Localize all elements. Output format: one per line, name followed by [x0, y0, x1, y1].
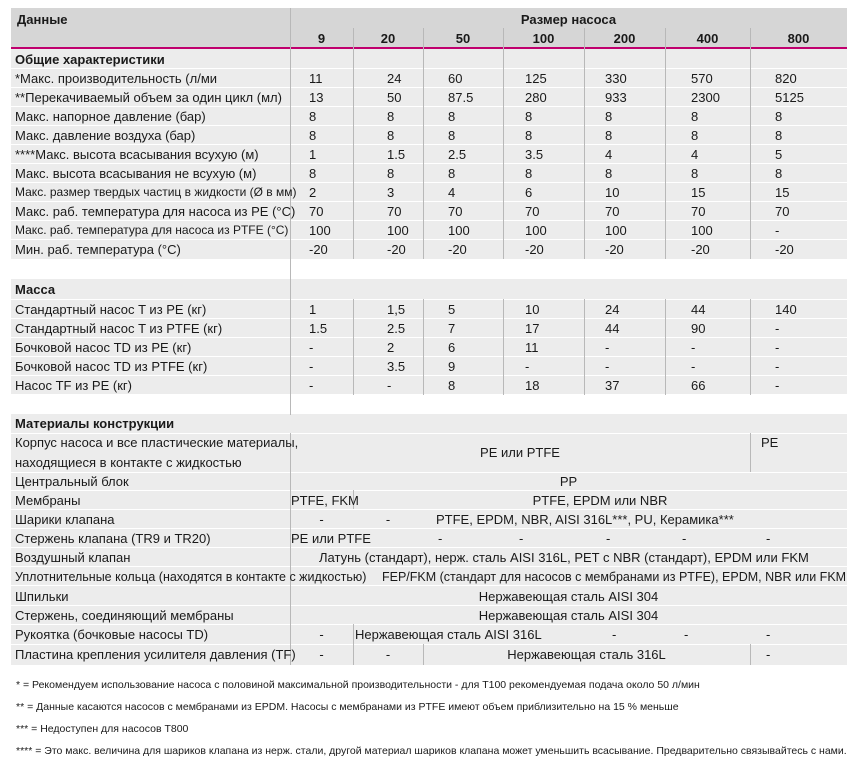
general-value-cell: 8	[309, 109, 317, 124]
general-value-cell: 11	[309, 71, 323, 86]
mass-value-cell: 9	[448, 359, 456, 374]
mass-row-label: Насос TF из PE (кг)	[15, 378, 132, 393]
mass-value-cell: -	[775, 321, 780, 336]
mass-value-cell: -	[309, 359, 314, 374]
studs-label: Шпильки	[15, 589, 69, 604]
handle-dash: -	[612, 627, 617, 642]
general-value-cell: 70	[691, 204, 706, 219]
general-value-cell: 3	[387, 185, 395, 200]
general-value-cell: 5125	[775, 90, 804, 105]
general-value-cell: 70	[448, 204, 463, 219]
general-value-cell: 15	[775, 185, 790, 200]
rod-dash: -	[682, 531, 687, 546]
general-value-cell: 13	[309, 90, 324, 105]
spacer	[11, 259, 847, 279]
general-value-cell: -20	[691, 242, 710, 257]
general-value-cell: 8	[448, 166, 456, 181]
plate-20: -	[385, 647, 391, 662]
mass-value-cell: -	[775, 378, 780, 393]
mass-value-cell: 37	[605, 378, 620, 393]
general-value-cell: 8	[691, 128, 699, 143]
mass-value-cell: -	[309, 378, 314, 393]
connrod-label: Стержень, соединяющий мембраны	[15, 608, 234, 623]
general-row-label: Макс. высота всасывания не всухую (м)	[15, 166, 257, 181]
mass-value-cell: -	[691, 359, 696, 374]
general-value-cell: 8	[448, 128, 456, 143]
membranes-9: PTFE, FKM	[291, 493, 359, 508]
general-value-cell: 820	[775, 71, 797, 86]
general-value-cell: 70	[775, 204, 790, 219]
general-row-label: *Макс. производительность (л/ми	[15, 71, 218, 86]
airvalve-value: Латунь (стандарт), нерж. сталь AISI 316L, PET с NBR (стандарт), EPDM или FKM	[319, 550, 809, 565]
mass-title: Масса	[15, 282, 56, 297]
general-value-cell: -20	[309, 242, 328, 257]
general-value-cell: -20	[525, 242, 544, 257]
footnote: **** = Это макс. величина для шариков клапана из нерж. стали, другой материал шариков клапана может уменьшить всасывание. Предварительно связывайтесь с нами.	[16, 745, 847, 757]
general-value-cell: 70	[605, 204, 620, 219]
general-value-cell: 280	[525, 90, 547, 105]
spec-table	[11, 8, 847, 665]
mass-value-cell: 1	[309, 302, 317, 317]
general-value-cell: 2.5	[448, 147, 467, 162]
plate-800: -	[766, 647, 771, 662]
general-row-label: **Перекачиваемый объем за один цикл (мл)	[15, 90, 282, 105]
general-value-cell: 2	[309, 185, 317, 200]
mass-row-label: Бочковой насос TD из PTFE (кг)	[15, 359, 208, 374]
balls-20: -	[385, 512, 391, 527]
general-value-cell: 8	[525, 128, 533, 143]
general-value-cell: 330	[605, 71, 627, 86]
handle-value: Нержавеющая сталь AISI 316L	[355, 627, 542, 642]
mass-value-cell: 140	[775, 302, 797, 317]
mass-row-label: Стандартный насос T из PTFE (кг)	[15, 321, 223, 336]
general-value-cell: 8	[691, 109, 699, 124]
general-value-cell: 70	[387, 204, 402, 219]
general-row-label: Макс. размер твердых частиц в жидкости (Ø в мм)	[15, 185, 297, 199]
handle-dash: -	[766, 627, 771, 642]
general-value-cell: 6	[525, 185, 533, 200]
general-row-label: Макс. раб. температура для насоса из PE (°C)	[15, 204, 296, 219]
mass-value-cell: 1.5	[309, 321, 328, 336]
center-label: Центральный блок	[15, 474, 129, 489]
mass-value-cell: 8	[448, 378, 456, 393]
rod-dash: -	[438, 531, 443, 546]
size-col-400: 400	[696, 31, 719, 46]
mass-value-cell: 44	[605, 321, 620, 336]
general-value-cell: 8	[691, 166, 699, 181]
general-row-label: Макс. раб. температура для насоса из PTFE (°C)	[15, 223, 289, 237]
general-row-label: Макс. напорное давление (бар)	[15, 109, 206, 124]
general-value-cell: 570	[691, 71, 713, 86]
size-col-50: 50	[455, 31, 471, 46]
general-value-cell: 8	[775, 166, 783, 181]
mass-value-cell: 24	[605, 302, 620, 317]
general-value-cell: 100	[309, 223, 331, 238]
mass-value-cell: -	[309, 340, 314, 355]
general-value-cell: 100	[605, 223, 627, 238]
general-value-cell: 8	[525, 166, 533, 181]
studs-value: Нержавеющая сталь AISI 304	[478, 589, 659, 604]
general-value-cell: 8	[605, 128, 613, 143]
general-value-cell: -20	[605, 242, 624, 257]
balls-value: PTFE, EPDM, NBR, AISI 316L***, PU, Керамика***	[436, 512, 734, 527]
size-col-800: 800	[787, 31, 810, 46]
general-value-cell: 8	[387, 128, 395, 143]
housing-800: PE	[761, 435, 779, 450]
plate-value: Нержавеющая сталь 316L	[507, 647, 666, 662]
mass-value-cell: 3.5	[387, 359, 406, 374]
mass-value-cell: -	[387, 378, 392, 393]
header-size-label: Размер насоса	[520, 12, 617, 27]
size-col-9: 9	[317, 31, 326, 46]
rod-dash: -	[606, 531, 611, 546]
balls-label: Шарики клапана	[15, 512, 115, 527]
mass-value-cell: 44	[691, 302, 706, 317]
mass-value-cell: 7	[448, 321, 456, 336]
housing-label-2: находящиеся в контакте с жидкостью	[15, 455, 242, 470]
general-value-cell: 3.5	[525, 147, 544, 162]
connrod-value: Нержавеющая сталь AISI 304	[478, 608, 659, 623]
mass-value-cell: 2	[387, 340, 395, 355]
footnotes	[16, 678, 856, 766]
mass-value-cell: 18	[525, 378, 540, 393]
general-value-cell: -	[775, 223, 780, 238]
general-row-label: ****Макс. высота всасывания всухую (м)	[15, 147, 259, 162]
rod-dash: -	[766, 531, 771, 546]
general-value-cell: 4	[448, 185, 456, 200]
footnote: * = Рекомендуем использование насоса с половиной максимальной производительности - для T100 рекомендуемая подача около 50 л/мин	[16, 679, 700, 691]
handle-label: Рукоятка (бочковые насосы TD)	[15, 627, 209, 642]
general-value-cell: 8	[525, 109, 533, 124]
mass-value-cell: -	[691, 340, 696, 355]
general-value-cell: 100	[691, 223, 713, 238]
airvalve-label: Воздушный клапан	[15, 550, 131, 565]
mass-value-cell: -	[605, 359, 610, 374]
mass-value-cell: -	[775, 359, 780, 374]
general-value-cell: 8	[605, 166, 613, 181]
general-value-cell: 10	[605, 185, 620, 200]
general-value-cell: 933	[605, 90, 627, 105]
handle-dash: -	[684, 627, 689, 642]
general-value-cell: 2300	[691, 90, 720, 105]
general-value-cell: 8	[605, 109, 613, 124]
mass-value-cell: 1,5	[387, 302, 406, 317]
general-value-cell: 24	[387, 71, 402, 86]
housing-value: PE или PTFE	[480, 445, 560, 460]
size-col-20: 20	[380, 31, 396, 46]
general-value-cell: 8	[309, 128, 317, 143]
general-row-label: Макс. давление воздуха (бар)	[15, 128, 196, 143]
mass-row-label: Бочковой насос TD из PE (кг)	[15, 340, 192, 355]
general-value-cell: 60	[448, 71, 463, 86]
general-title: Общие характеристики	[15, 52, 165, 67]
mass-value-cell: 66	[691, 378, 706, 393]
general-value-cell: 87.5	[448, 90, 474, 105]
mass-value-cell: -	[525, 359, 530, 374]
size-col-100: 100	[532, 31, 555, 46]
membranes-label: Мембраны	[15, 493, 81, 508]
general-value-cell: 15	[691, 185, 706, 200]
size-col-200: 200	[613, 31, 636, 46]
general-value-cell: 4	[691, 147, 699, 162]
materials-title: Материалы конструкции	[15, 416, 175, 431]
general-value-cell: 8	[775, 128, 783, 143]
general-value-cell: 5	[775, 147, 783, 162]
general-value-cell: 100	[387, 223, 409, 238]
general-value-cell: 8	[387, 109, 395, 124]
mass-value-cell: -	[605, 340, 610, 355]
mass-row-label: Стандартный насос T из PE (кг)	[15, 302, 207, 317]
mass-value-cell: 10	[525, 302, 540, 317]
mass-value-cell: -	[775, 340, 780, 355]
plate-9: -	[319, 647, 324, 662]
general-value-cell: 8	[387, 166, 395, 181]
rod-dash: -	[519, 531, 524, 546]
housing-label: Корпус насоса и все пластические материалы,	[15, 435, 299, 450]
general-value-cell: 1	[309, 147, 317, 162]
general-value-cell: 100	[525, 223, 547, 238]
handle-9: -	[319, 627, 324, 642]
membranes-value: PTFE, EPDM или NBR	[532, 493, 668, 508]
general-value-cell: 8	[309, 166, 317, 181]
mass-value-cell: 90	[691, 321, 706, 336]
rod-value: PE или PTFE	[291, 531, 371, 546]
general-value-cell: 8	[448, 109, 456, 124]
general-value-cell: -20	[387, 242, 406, 257]
seals-label: Уплотнительные кольца (находятся в контакте с жидкостью)	[15, 570, 367, 584]
general-value-cell: 70	[525, 204, 540, 219]
rod-label: Стержень клапана (TR9 и TR20)	[15, 531, 211, 546]
footnote: *** = Недоступен для насосов T800	[16, 723, 189, 735]
mass-value-cell: 11	[525, 340, 539, 355]
spacer	[11, 394, 847, 414]
mass-value-cell: 5	[448, 302, 456, 317]
plate-label: Пластина крепления усилителя давления (TF)	[15, 647, 296, 662]
general-value-cell: 100	[448, 223, 470, 238]
mass-value-cell: 6	[448, 340, 456, 355]
general-row-label: Мин. раб. температура (°C)	[15, 242, 181, 257]
general-value-cell: 125	[525, 71, 547, 86]
mass-value-cell: 2.5	[387, 321, 406, 336]
general-value-cell: -20	[775, 242, 794, 257]
balls-9: -	[319, 512, 324, 527]
header-data-label: Данные	[17, 12, 68, 27]
center-value: PP	[559, 474, 578, 489]
general-value-cell: 4	[605, 147, 613, 162]
general-value-cell: 8	[775, 109, 783, 124]
footnote: ** = Данные касаются насосов с мембранами из EPDM. Насосы с мембранами из PTFE имеют объем приблизительно на 15 % меньше	[16, 701, 679, 713]
seals-value: FEP/FKM (стандарт для насосов с мембранами из PTFE), EPDM, NBR или FKM	[382, 570, 847, 584]
general-value-cell: 1.5	[387, 147, 406, 162]
general-value-cell: 50	[387, 90, 402, 105]
mass-value-cell: 17	[525, 321, 540, 336]
general-value-cell: -20	[448, 242, 467, 257]
general-value-cell: 70	[309, 204, 324, 219]
